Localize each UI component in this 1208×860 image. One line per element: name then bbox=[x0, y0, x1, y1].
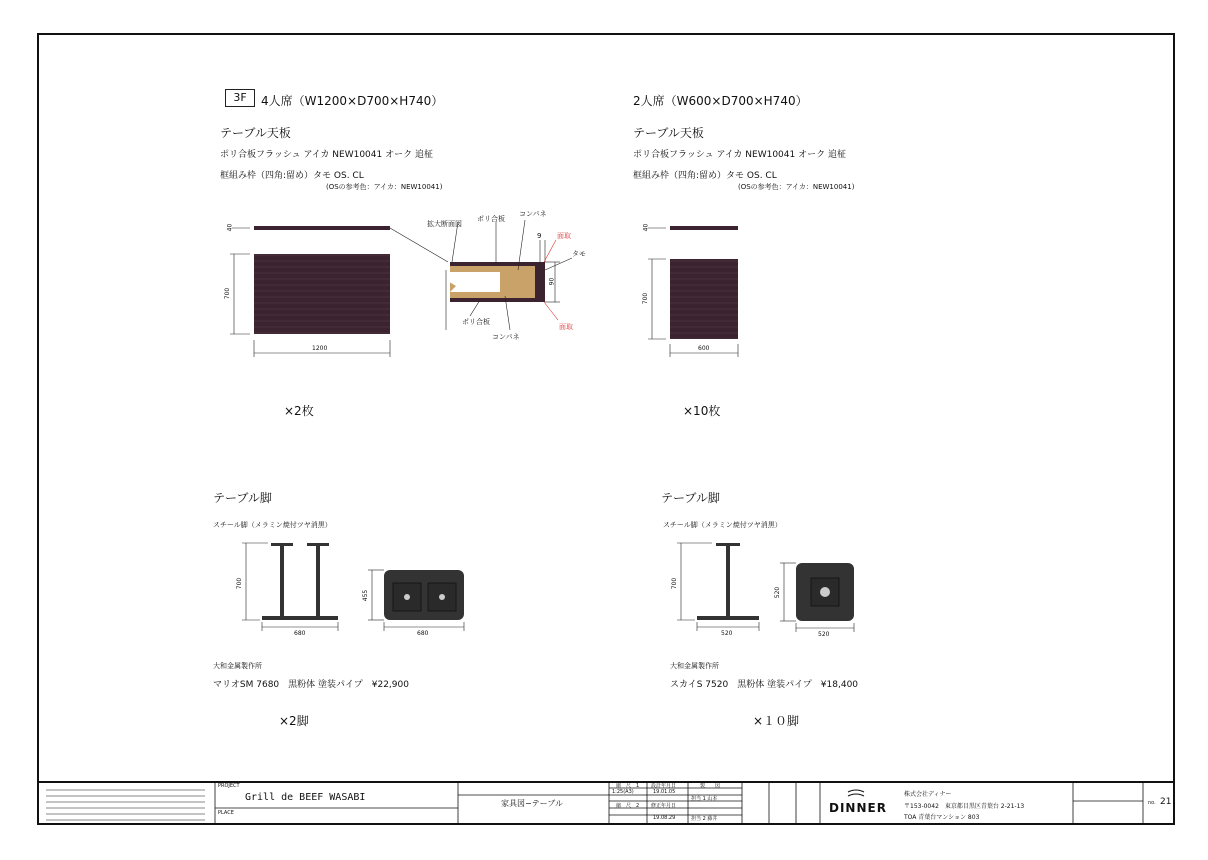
detail-tamo: タモ bbox=[572, 250, 586, 258]
company-building: TOA 青葉台マンション 803 bbox=[904, 814, 980, 821]
right-leg-spec: スチール脚（メラミン焼付ツヤ消黒） bbox=[663, 521, 782, 529]
tabletop-edge-right bbox=[670, 226, 738, 230]
right-maker: 大和金属製作所 bbox=[670, 662, 719, 670]
left-leg-w: 680 bbox=[294, 630, 306, 637]
left-base-w: 680 bbox=[417, 630, 429, 637]
left-maker: 大和金属製作所 bbox=[213, 662, 262, 670]
right-dim-thick: 40 bbox=[642, 223, 650, 232]
scale-label-2: 縮 尺 2 bbox=[616, 803, 640, 809]
detail-dim90: 90 bbox=[548, 277, 556, 286]
right-dim-depth: 700 bbox=[642, 292, 650, 305]
dinner-logo: DINNER bbox=[829, 801, 887, 815]
company-address: 〒153-0042 東京都目黒区青葉台 2-21-13 bbox=[904, 803, 1025, 810]
sheet-no-label: no. bbox=[1148, 800, 1156, 806]
right-leg-h: 700 bbox=[671, 577, 679, 590]
right-leg-w: 520 bbox=[721, 630, 733, 637]
dinner-logo-mark bbox=[848, 790, 864, 796]
project-name: Grill de BEEF WASABI bbox=[245, 792, 366, 803]
right-qty: ×10枚 bbox=[683, 404, 721, 418]
left-dim-depth: 700 bbox=[224, 287, 232, 300]
left-top-spec1: ポリ合板フラッシュ アイカ NEW10041 オーク 追柾 bbox=[220, 150, 433, 160]
left-dim-width: 1200 bbox=[312, 345, 328, 352]
drawn-1: 担当 1 山本 bbox=[691, 796, 718, 802]
left-qty: ×2枚 bbox=[284, 404, 314, 418]
detail-title: 拡大断面図 bbox=[427, 220, 462, 228]
tabletop-edge-left bbox=[254, 226, 390, 230]
left-top-heading: テーブル天板 bbox=[220, 126, 291, 140]
base-plan-right bbox=[796, 563, 854, 621]
detail-chamfer-top: 面取 bbox=[557, 232, 571, 240]
design-date: 19.01.05 bbox=[653, 789, 676, 795]
left-leg-spec: スチール脚（メラミン焼付ツヤ消黒） bbox=[213, 521, 332, 529]
detail-chamfer-bottom: 面取 bbox=[559, 323, 573, 331]
left-leg-qty: ×2脚 bbox=[279, 714, 309, 728]
left-base-d: 455 bbox=[362, 589, 370, 602]
project-label: PROJECT bbox=[218, 783, 240, 789]
company-name: 株式会社ディナー bbox=[904, 791, 952, 798]
detail-dim9: 9 bbox=[537, 232, 542, 240]
right-leg-qty: ×１０脚 bbox=[753, 714, 800, 728]
tabletop-plan-left bbox=[254, 254, 390, 334]
right-leg-heading: テーブル脚 bbox=[661, 491, 720, 505]
right-top-spec1: ポリ合板フラッシュ アイカ NEW10041 オーク 追柾 bbox=[633, 150, 846, 160]
left-product: マリオSM 7680 黒粉体 塗装パイプ ¥22,900 bbox=[213, 680, 409, 690]
left-leg-h: 700 bbox=[236, 577, 244, 590]
rev-date: 19.08.29 bbox=[653, 815, 676, 821]
floor-badge: 3F bbox=[225, 89, 255, 107]
left-dim-thick: 40 bbox=[226, 223, 234, 232]
leg-elevation-right bbox=[697, 543, 759, 620]
scale-label-1: 縮 尺 1 bbox=[616, 783, 640, 789]
place-label: PLACE bbox=[218, 810, 234, 816]
base-plan-left bbox=[384, 570, 464, 620]
left-top-spec2: 框組み枠（四角:留め）タモ OS. CL bbox=[220, 171, 364, 181]
sheet-no: 21 bbox=[1160, 797, 1172, 807]
leg-elevation-left bbox=[262, 543, 338, 620]
drawing-name: 家具図−テーブル bbox=[501, 799, 563, 808]
drawn-2: 担当 2 藤井 bbox=[691, 816, 718, 822]
left-leg-heading: テーブル脚 bbox=[213, 491, 272, 505]
right-dim-width: 600 bbox=[698, 345, 710, 352]
right-top-spec3: (OSの参考色：アイカ：NEW10041) bbox=[738, 183, 855, 191]
detail-compane-top: コンパネ bbox=[519, 210, 547, 218]
detail-poly-top: ポリ合板 bbox=[477, 215, 505, 223]
detail-compane-bottom: コンパネ bbox=[492, 333, 520, 341]
detail-poly-bottom: ポリ合板 bbox=[462, 318, 490, 326]
tabletop-plan-right bbox=[670, 259, 738, 339]
section-detail bbox=[446, 220, 572, 330]
rev-label: 修正年月日 bbox=[651, 803, 677, 809]
right-top-heading: テーブル天板 bbox=[633, 126, 704, 140]
left-title: 4人席（W1200×D700×H740） bbox=[261, 94, 444, 108]
right-product: スカイS 7520 黒粉体 塗装パイプ ¥18,400 bbox=[670, 680, 859, 690]
drawn-label: 製 図 bbox=[700, 783, 721, 789]
right-top-spec2: 框組み枠（四角:留め）タモ OS. CL bbox=[633, 171, 777, 181]
right-base-d: 520 bbox=[774, 586, 782, 599]
left-top-spec3: (OSの参考色：アイカ：NEW10041) bbox=[326, 183, 443, 191]
right-base-w: 520 bbox=[818, 631, 830, 638]
date-label: 設計年月日 bbox=[651, 783, 677, 789]
scale-value: 1:25(A3) bbox=[612, 789, 634, 795]
right-title: 2人席（W600×D700×H740） bbox=[633, 94, 808, 108]
